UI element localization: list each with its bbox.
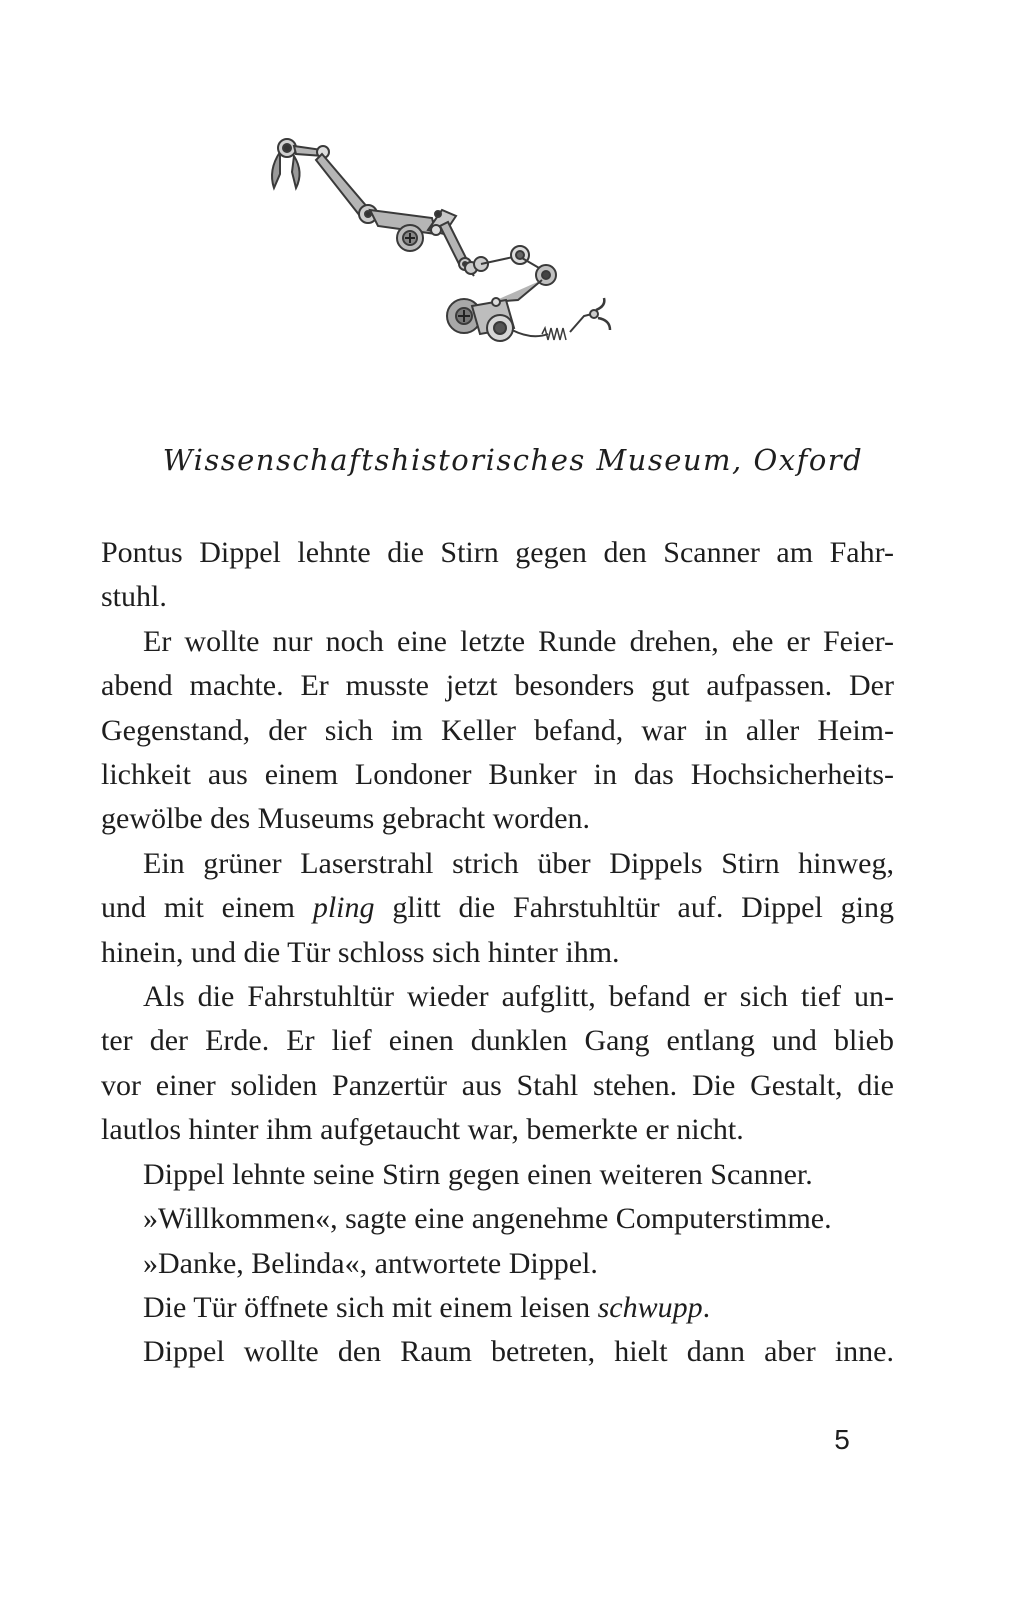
text-line: Ein grüner Laserstrahl strich über Dippels Stirn hinweg, [143,846,894,880]
text-line: abend machte. Er musste jetzt besonders gut aufpassen. Der [101,669,894,703]
text-line: lichkeit aus einem Londoner Bunker in das Hochsicherheits- [101,758,894,792]
text-line: »Willkommen«, sagte eine angenehme Computerstimme. [143,1202,832,1236]
text-fragment: Die Tür öffnete sich mit einem leisen [143,1290,598,1324]
text-line: lautlos hinter ihm aufgetaucht war, bemerkte er nicht. [101,1113,744,1147]
text-line: stuhl. [101,580,167,614]
text-line: Pontus Dippel lehnte die Stirn gegen den Scanner am Fahr- [101,536,894,569]
text-fragment: und mit einem [101,891,313,925]
robot-arm-illustration [260,130,630,390]
text-line: Dippel lehnte seine Stirn gegen einen weiteren Scanner. [143,1157,813,1191]
text-line: Er wollte nur noch eine letzte Runde drehen, ehe er Feier- [143,624,894,658]
page-number: 5 [834,1424,850,1455]
body-text [101,531,894,1375]
text-line: ter der Erde. Er lief einen dunklen Gang entlang und blieb [101,1024,894,1058]
text-line: vor einer soliden Panzertür aus Stahl stehen. Die Gestalt, die [101,1068,894,1102]
text-line: gewölbe des Museums gebracht worden. [101,802,591,836]
text-line: Dippel wollte den Raum betreten, hielt dann aber inne. [143,1335,894,1369]
text-line: »Danke, Belinda«, antwortete Dippel. [143,1246,598,1280]
text-line: Als die Fahrstuhltür wieder aufglitt, befand er sich tief un- [143,980,894,1014]
chapter-heading: Wissenschaftshistorisches Museum, Oxford [162,443,864,477]
italic-word: schwupp [597,1290,703,1324]
text-line [101,1286,894,1330]
italic-word: pling [312,891,375,925]
text-line: Gegenstand, der sich im Keller befand, war in aller Heim- [101,713,894,747]
text-line: hinein, und die Tür schloss sich hinter ihm. [101,935,620,969]
text-fragment: . [702,1290,711,1324]
text-line [101,886,894,930]
text-fragment: glitt die Fahrstuhltür auf. Dippel ging [374,891,894,925]
